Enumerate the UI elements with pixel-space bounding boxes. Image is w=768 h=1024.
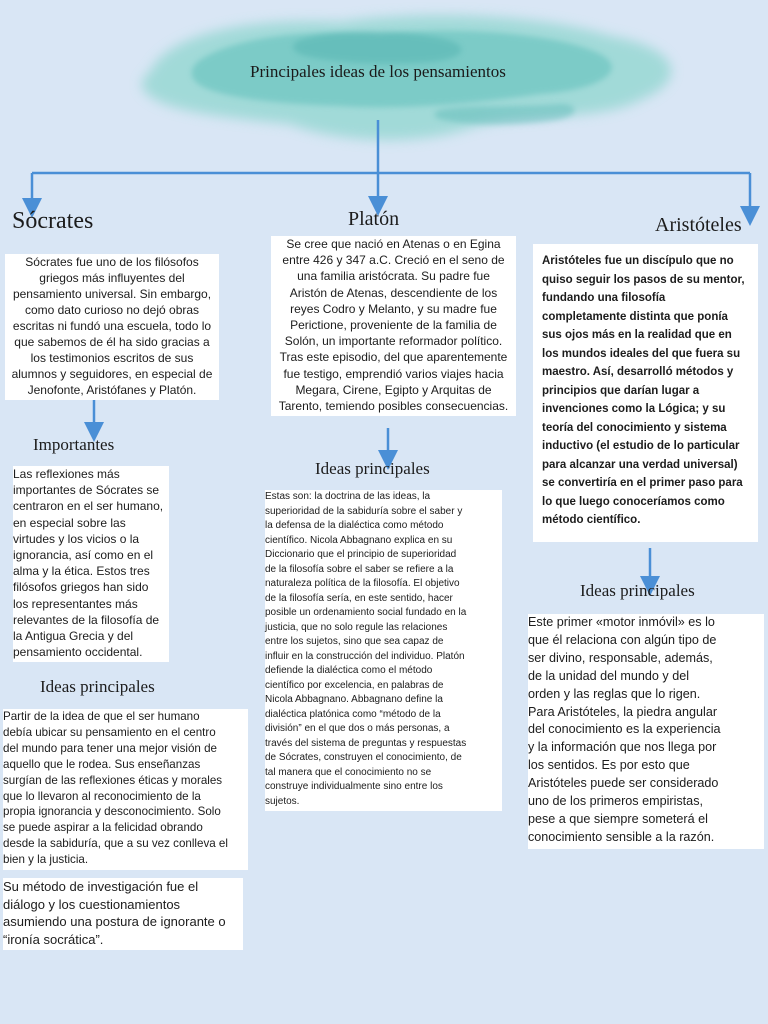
socrates-ideas-heading: Ideas principales [40, 677, 155, 696]
socrates-importantes-text: Las reflexiones más importantes de Sócrates se centraron en el ser humano, en especial sobre las virtudes y los vicios o la ignorancia, así como en el alma y la ética. Estos tres filósofos griegos han sido los representantes más relevantes de la filosofía de la Antigua Grecia y del pensamiento occidental. [13, 466, 169, 662]
socrates-importantes-heading: Importantes [33, 435, 115, 454]
page-title: Principales ideas de los pensamientos [250, 62, 506, 81]
aristoteles-ideas-text: Este primer «motor inmóvil» es lo que él relaciona con algún tipo de ser divino, responsable, además, de la unidad del mundo y del orden y las reglas que lo rigen. Para Aristóteles, la piedra angular del conocimiento es la experiencia y la información que nos llega por los sentidos. Es por esto que Aristóteles puede ser considerado uno de los primeros empiristas, pese a que siempre someterá el conocimiento sensible a la razón. [528, 614, 764, 849]
platon-intro: Se cree que nació en Atenas o en Egina entre 426 y 347 a.C. Creció en el seno de una familia aristócrata. Su padre fue Aristón de Atenas, descendiente de los reyes Codro y Melanto, y su madre fue Perictione, proveniente de la familia de Solón, un importante reformador político. Tras este episodio, del que aparentemente fue testigo, emprendió varios viajes hacia Megara, Cirene, Egipto y Arquitas de Tarento, temiendo posibles consecuencias. [271, 236, 516, 416]
socrates-metodo-text: Su método de investigación fue el diálogo y los cuestionamientos asumiendo una postura de ignorante o “ironía socrática”. [3, 878, 243, 950]
socrates-heading: Sócrates [12, 208, 94, 234]
aristoteles-heading: Aristóteles [655, 214, 742, 236]
socrates-ideas-text: Partir de la idea de que el ser humano debía ubicar su pensamiento en el centro del mundo para tener una mejor visión de aquello que le rodea. Sus enseñanzas surgían de las reflexiones éticas y morales que lo llevaron al reconocimiento de la propia ignorancia y desconocimiento. Solo se puede aspirar a la felicidad obrando desde la sabiduría, que a su vez conlleva el bien y la justicia. [3, 709, 248, 870]
aristoteles-intro: Aristóteles fue un discípulo que no quiso seguir los pasos de su mentor, fundando una filosofía completamente distinta que ponía sus ojos más en la realidad que en los mundos ideales del que fuera su maestro. Así, desarrolló métodos y principios que darían lugar a invenciones como la Lógica; y su teoría del conocimiento y sistema inductivo (el estudio de lo particular para alcanzar una verdad universal) se convertiría en el primer paso para lo que luego conoceríamos como método científico. [533, 244, 758, 542]
aristoteles-ideas-heading: Ideas principales [580, 581, 695, 600]
socrates-intro: Sócrates fue uno de los filósofos griegos más influyentes del pensamiento universal. Sin embargo, como dato curioso no dejó obras escritas ni fundó una escuela, todo lo que sabemos de él ha sido gracias a los testimonios escritos de sus alumnos y seguidores, en especial de Jenofonte, Aristófanes y Platón. [5, 254, 219, 400]
platon-ideas-text: Estas son: la doctrina de las ideas, la superioridad de la sabiduría sobre el saber y la defensa de la dialéctica como método científico. Nicola Abbagnano explica en su Diccionario que el principio de superioridad de la filosofía sobre el saber se refiere a la naturaleza política de la filosofía. El objetivo de la filosofía sería, en este sentido, hacer posible un ordenamiento social fundado en la justicia, que no solo regule las relaciones entre los sujetos, sino que sea capaz de influir en la construcción del individuo. Platón defiende la dialéctica como el método científico por excelencia, en palabras de Nicola Abbagnano. Abbagnano define la dialéctica platónica como “método de la división” en el que dos o más personas, a través del sistema de preguntas y respuestas de Sócrates, construyen el conocimiento, de tal manera que el conocimiento no se construye individualmente sino entre los sujetos. [265, 490, 502, 811]
platon-heading: Platón [348, 208, 400, 230]
platon-ideas-heading: Ideas principales [315, 459, 430, 478]
